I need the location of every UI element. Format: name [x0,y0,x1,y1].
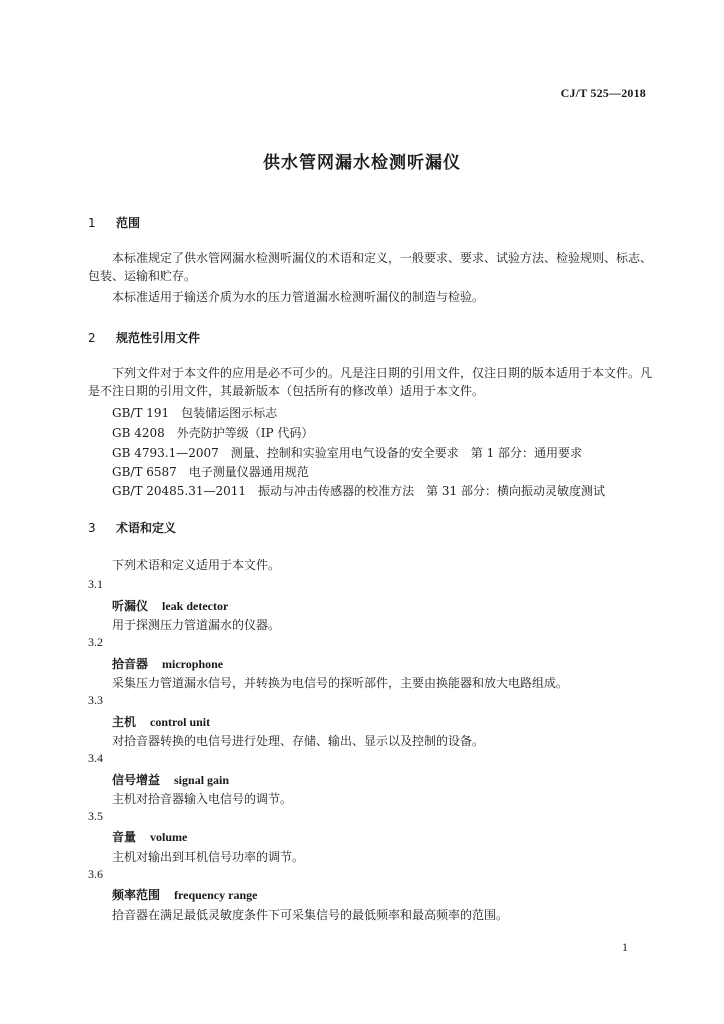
page-number: 1 [622,940,628,954]
term-number: 3.3 [88,693,103,707]
reference-item: GB/T 191 包装储运图示标志 [112,406,278,420]
term-zh: 主机 [112,715,137,729]
reference-item: GB 4208 外壳防护等级（IP 代码） [112,426,314,440]
term-heading [112,597,228,614]
term-heading [112,655,223,672]
scope-paragraph: 本标准规定了供水管网漏水检测听漏仪的术语和定义，一般要求、要求、试验方法、检验规则、标志、包装、运输和贮存。 [88,251,653,283]
term-number: 3.5 [88,809,103,823]
term-definition: 对拾音器转换的电信号进行处理、存储、输出、显示以及控制的设备。 [112,734,485,748]
section-3-heading [88,519,176,536]
section-title: 范围 [116,216,141,230]
term-number: 3.6 [88,867,103,881]
term-definition: 采集压力管道漏水信号，并转换为电信号的探听部件，主要由换能器和放大电路组成。 [112,676,569,690]
term-definition: 拾音器在满足最低灵敏度条件下可采集信号的最低频率和最高频率的范围。 [112,908,509,922]
document-title: 供水管网漏水检测听漏仪 [263,153,461,173]
term-heading [112,886,257,903]
section-title: 术语和定义 [116,521,177,535]
scope-paragraph: 本标准适用于输送介质为水的压力管道漏水检测听漏仪的制造与检验。 [112,290,485,304]
references-intro: 下列文件对于本文件的应用是必不可少的。凡是注日期的引用文件，仅注日期的版本适用于本文件。凡是不注日期的引用文件，其最新版本（包括所有的修改单）适用于本文件。 [88,366,653,398]
term-en: microphone [162,657,224,671]
reference-item: GB 4793.1—2007 测量、控制和实验室用电气设备的安全要求 第 1 部分：通用要求 [112,446,583,460]
term-number: 3.2 [88,635,103,649]
reference-item: GB/T 6587 电子测量仪器通用规范 [112,465,309,479]
standard-code: CJ/T 525—2018 [560,86,646,100]
reference-item: GB/T 20485.31—2011 振动与冲击传感器的校准方法 第 31 部分：横向振动灵敏度测试 [112,484,605,498]
term-definition: 主机对拾音器输入电信号的调节。 [112,792,293,806]
term-en: control unit [150,715,211,729]
term-number: 3.1 [88,577,103,591]
section-1-heading [88,214,140,231]
term-en: frequency range [174,888,258,902]
term-heading [112,713,210,730]
term-definition: 用于探测压力管道漏水的仪器。 [112,618,281,632]
term-en: volume [150,830,188,844]
term-zh: 音量 [112,830,137,844]
term-zh: 频率范围 [112,888,161,902]
term-heading [112,828,187,845]
section-number: 2 [88,331,96,345]
term-zh: 听漏仪 [112,599,149,613]
term-en: leak detector [162,599,229,613]
term-number: 3.4 [88,751,103,765]
section-number: 1 [88,216,96,230]
section-number: 3 [88,521,96,535]
terms-intro: 下列术语和定义适用于本文件。 [112,558,281,572]
term-heading [112,771,229,788]
section-title: 规范性引用文件 [116,331,201,345]
term-zh: 拾音器 [112,657,149,671]
term-zh: 信号增益 [112,773,161,787]
term-en: signal gain [174,773,230,787]
term-definition: 主机对输出到耳机信号功率的调节。 [112,850,305,864]
section-2-heading [88,329,200,346]
